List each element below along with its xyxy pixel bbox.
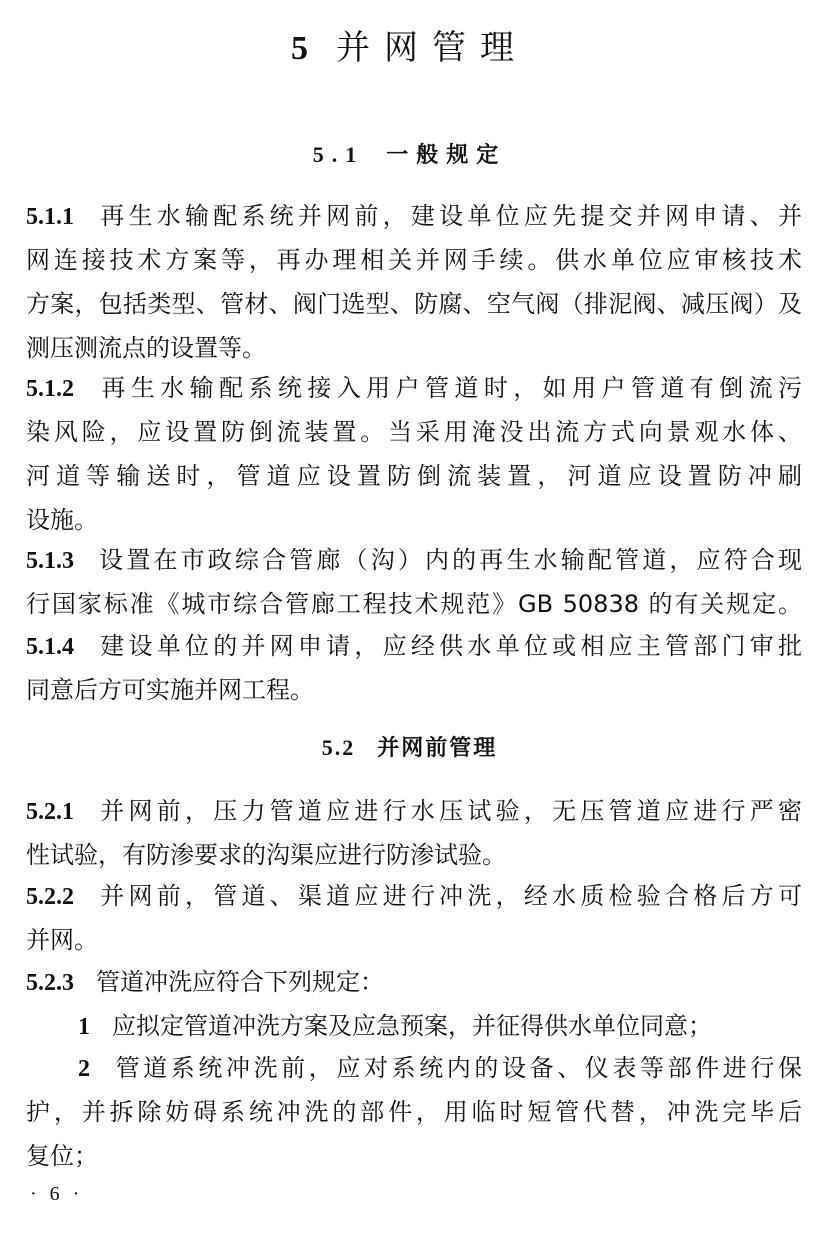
clause-5-1-1-line-4 [26, 332, 802, 364]
list-item-2-line-1 [26, 1052, 802, 1085]
clause-5-1-1-line-3 [26, 288, 802, 320]
section-title-5-2 [0, 733, 819, 764]
clause-5-1-2-line-2 [26, 416, 802, 448]
clause-text: 管道冲洗应符合下列规定： [96, 968, 384, 996]
clause-number: 5.1.1 [26, 204, 74, 230]
section-title-text: 一般规定 [386, 143, 507, 168]
clause-text: 行国家标准《城市综合管廊工程技术规范》GB 50838 的有关规定。 [26, 590, 802, 618]
clause-text: 设置在市政综合管廊（沟）内的再生水输配管道，应符合现 [96, 546, 802, 574]
clause-text: 建设单位的并网申请，应经供水单位或相应主管部门审批 [96, 632, 802, 660]
clause-text: 测压测流点的设置等。 [26, 334, 266, 362]
clause-text: 染风险，应设置防倒流装置。当采用淹没出流方式向景观水体、 [26, 418, 802, 446]
item-text: 应拟定管道冲洗方案及应急预案，并征得供水单位同意； [112, 1012, 712, 1040]
section-title-text: 并网前管理 [377, 736, 498, 761]
clause-5-1-3-line-1 [26, 544, 802, 577]
clause-text: 并网前，压力管道应进行水压试验，无压管道应进行严密 [96, 797, 802, 825]
list-item-1 [26, 1010, 802, 1043]
clause-5-1-4-line-2 [26, 674, 802, 706]
list-item-2-line-2 [26, 1096, 802, 1128]
clause-number: 5.1.2 [26, 376, 74, 402]
clause-text: 网连接技术方案等，再办理相关并网手续。供水单位应审核技术 [26, 246, 802, 274]
list-item-2-line-3 [26, 1140, 802, 1172]
clause-5-2-1-line-2 [26, 839, 802, 871]
clause-text: 并网。 [26, 926, 98, 954]
clause-5-1-2-line-4 [26, 504, 802, 536]
clause-5-2-2-line-1 [26, 880, 802, 913]
clause-text: 设施。 [26, 506, 98, 534]
clause-5-1-3-line-2 [26, 588, 802, 620]
clause-text: 并网前，管道、渠道应进行冲洗，经水质检验合格后方可 [96, 882, 802, 910]
item-text: 管道系统冲洗前，应对系统内的设备、仪表等部件进行保 [112, 1054, 802, 1082]
page-number: · 6 · [30, 1183, 84, 1205]
item-number: 2 [78, 1056, 90, 1082]
section-title-5-1 [0, 140, 819, 171]
clause-text: 河道等输送时，管道应设置防倒流装置，河道应设置防冲刷 [26, 462, 802, 490]
clause-5-1-1-line-2 [26, 244, 802, 276]
clause-number: 5.2.3 [26, 970, 74, 996]
chapter-title-text: 并网管理 [336, 28, 528, 68]
clause-text: 再生水输配系统接入用户管道时，如用户管道有倒流污 [96, 374, 802, 402]
item-text: 护，并拆除妨碍系统冲洗的部件，用临时短管代替，冲洗完毕后 [26, 1098, 802, 1126]
clause-number: 5.2.2 [26, 884, 74, 910]
section-number: 5.2 [321, 735, 356, 760]
clause-5-2-2-line-2 [26, 924, 802, 956]
item-number: 1 [78, 1014, 90, 1040]
clause-5-2-3-line-1 [26, 966, 802, 999]
clause-text: 同意后方可实施并网工程。 [26, 676, 314, 704]
clause-5-1-4-line-1 [26, 630, 802, 663]
clause-text: 方案，包括类型、管材、阀门选型、防腐、空气阀（排泥阀、减压阀）及 [26, 290, 802, 318]
clause-text: 性试验，有防渗要求的沟渠应进行防渗试验。 [26, 841, 506, 869]
chapter-title [0, 26, 819, 71]
chapter-number: 5 [291, 30, 322, 67]
clause-5-1-1-line-1 [26, 200, 802, 233]
clause-number: 5.1.3 [26, 548, 74, 574]
section-number: 5.1 [312, 142, 365, 167]
clause-5-1-2-line-1 [26, 372, 802, 405]
clause-5-2-1-line-1 [26, 795, 802, 828]
clause-number: 5.2.1 [26, 799, 74, 825]
clause-number: 5.1.4 [26, 634, 74, 660]
clause-5-1-2-line-3 [26, 460, 802, 492]
clause-text: 再生水输配系统并网前，建设单位应先提交并网申请、并 [96, 202, 802, 230]
item-text: 复位； [26, 1142, 98, 1170]
